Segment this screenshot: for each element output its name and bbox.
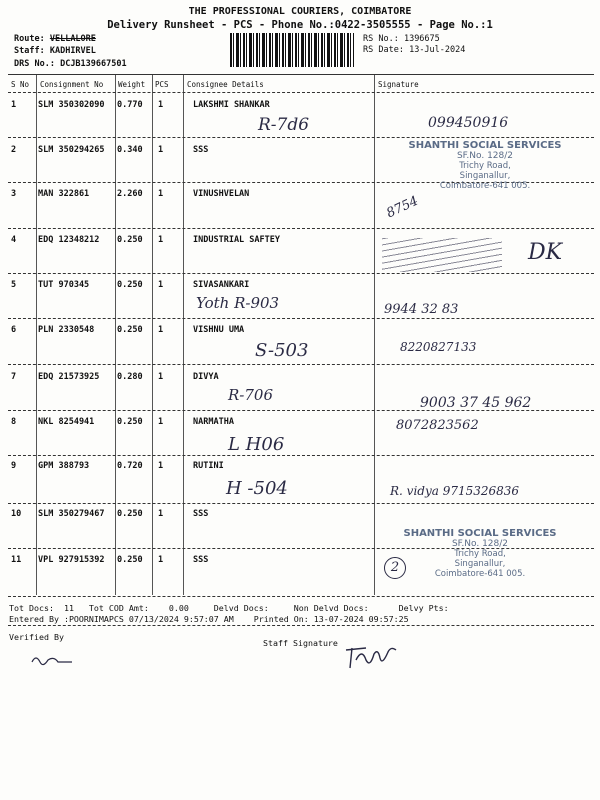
row-sno: 3 (11, 189, 17, 199)
row-pcs: 1 (158, 555, 164, 565)
row-weight: 0.250 (117, 509, 143, 519)
row-handwritten-note: R-7d6 (258, 115, 310, 135)
rs-date-value: 13-Jul-2024 (409, 45, 466, 55)
row-pcs: 1 (158, 280, 164, 290)
row-pcs: 1 (158, 372, 164, 382)
row-signature: 099450916 (428, 115, 509, 131)
staff-value: KADHIRVEL (49, 46, 96, 56)
rs-no-row (363, 34, 440, 44)
row-rule (8, 137, 594, 138)
row-pcs: 1 (158, 145, 164, 155)
col-divider-4 (183, 75, 184, 595)
col-divider-1 (36, 75, 37, 595)
row-handwritten-note: R-706 (228, 386, 273, 404)
verifier-signature-icon (28, 650, 78, 670)
col-header-consignee: Consignee Details (187, 80, 264, 89)
rs-date-row (363, 45, 465, 55)
row-handwritten-note: H -504 (226, 478, 288, 499)
row-consignment-no: MAN 322861 (38, 189, 90, 199)
route-row (14, 34, 96, 44)
rubber-stamp (400, 140, 570, 191)
col-header-weight: Weight (118, 80, 146, 89)
row-consignment-no: SLM 350279467 (38, 509, 105, 519)
row-sno: 7 (11, 372, 17, 382)
row-sno: 1 (11, 100, 17, 110)
row-signature: DK (528, 240, 563, 265)
row-pcs: 1 (158, 100, 164, 110)
row-handwritten-note: L H06 (228, 434, 285, 455)
row-rule (8, 596, 594, 597)
col-header-sno: S No (11, 80, 30, 89)
row-pcs: 1 (158, 461, 164, 471)
row-pcs: 1 (158, 417, 164, 427)
row-handwritten-note: S-503 (255, 340, 309, 361)
row-consignment-no: EDQ 21573925 (38, 372, 100, 382)
col-header-pcs: PCS (155, 80, 169, 89)
row-signature: 9003 37 45 962 (420, 395, 532, 411)
row-weight: 0.770 (117, 100, 143, 110)
col-divider-3 (152, 75, 153, 595)
row-weight: 2.260 (117, 189, 143, 199)
row-sno: 9 (11, 461, 17, 471)
row-consignee: INDUSTRIAL SAFTEY (193, 235, 280, 245)
rs-date-label: RS Date: (363, 45, 404, 55)
row-rule (8, 455, 594, 456)
row-signature: 9944 32 83 (384, 302, 459, 317)
runsheet-subtitle: Delivery Runsheet - PCS - Phone No.:0422-3505555 - Page No.:1 (107, 19, 493, 31)
row-weight: 0.250 (117, 235, 143, 245)
row-weight: 0.340 (117, 145, 143, 155)
rs-no-label: RS No.: (363, 34, 399, 44)
row-consignment-no: VPL 927915392 (38, 555, 105, 565)
stamp-line: Coimbatore-641 005. (439, 181, 531, 191)
row-sno: 4 (11, 235, 17, 245)
row-sno: 6 (11, 325, 17, 335)
row-weight: 0.720 (117, 461, 143, 471)
row-rule (8, 273, 594, 274)
col-divider-5 (374, 75, 375, 595)
row-rule (8, 410, 594, 411)
table-top-rule (8, 74, 594, 75)
row-rule (8, 503, 594, 504)
header-rule (8, 92, 594, 93)
row-consignee: LAKSHMI SHANKAR (193, 100, 270, 110)
row-weight: 0.250 (117, 280, 143, 290)
rubber-stamp (394, 528, 566, 579)
row-sno: 5 (11, 280, 17, 290)
row-pcs: 1 (158, 509, 164, 519)
row-consignment-no: SLM 350302090 (38, 100, 105, 110)
row-consignee: NARMATHA (193, 417, 234, 427)
row-weight: 0.250 (117, 417, 143, 427)
col-divider-2 (115, 75, 116, 595)
row-sno: 10 (11, 509, 22, 519)
row-sno: 2 (11, 145, 17, 155)
col-header-consignment: Consignment No (40, 80, 104, 89)
col-header-signature: Signature (378, 80, 419, 89)
row-consignment-no: NKL 8254941 (38, 417, 95, 427)
row-consignee: SSS (193, 145, 209, 155)
row-rule (8, 228, 594, 229)
row-signature: 8072823562 (396, 418, 479, 433)
stamp-name: SHANTHI SOCIAL SERVICES (408, 140, 562, 151)
row-consignee: SSS (193, 555, 209, 565)
stamp-line: SF.No. 128/2 (451, 539, 509, 549)
row-handwritten-note: Yoth R-903 (196, 294, 280, 312)
route-label: Route: (14, 34, 45, 44)
row-consignment-no: PLN 2330548 (38, 325, 95, 335)
stamp-line: SF.No. 128/2 (456, 151, 514, 161)
row-rule (8, 364, 594, 365)
row-consignee: DIVYA (193, 372, 219, 382)
row-rule (8, 318, 594, 319)
row-weight: 0.250 (117, 325, 143, 335)
drs-row (14, 59, 127, 69)
stamp-name: SHANTHI SOCIAL SERVICES (403, 528, 557, 539)
row-signature: 8220827133 (400, 340, 477, 354)
row-consignee: VINUSHVELAN (193, 189, 250, 199)
stamp-line: Singanallur, (459, 171, 511, 181)
staff-row (14, 46, 96, 56)
totals-line: Tot Docs: 11 Tot COD Amt: 0.00 Delvd Docs: Non Delvd Docs: Delvy Pts: (9, 603, 449, 613)
row-consignee: SSS (193, 509, 209, 519)
row-signature: R. vidya 9715326836 (390, 484, 520, 498)
row-consignment-no: GPM 388793 (38, 461, 90, 471)
entered-by-line: Entered By :POORNIMAPCS 07/13/2024 9:57:07 AM Printed On: 13-07-2024 09:57:25 (9, 614, 409, 624)
verified-by-label: Verified By (9, 632, 64, 642)
row-consignee: SIVASANKARI (193, 280, 250, 290)
staff-label: Staff: (14, 46, 45, 56)
row-consignment-no: SLM 350294265 (38, 145, 105, 155)
route-value: VELLALORE (49, 34, 96, 44)
row-weight: 0.280 (117, 372, 143, 382)
company-title: THE PROFESSIONAL COURIERS, COIMBATORE (188, 6, 412, 17)
barcode (230, 33, 354, 67)
row-consignee: RUTINI (193, 461, 224, 471)
row-consignment-no: EDQ 12348212 (38, 235, 100, 245)
drs-value: DCJB139667501 (60, 59, 127, 69)
rs-no-value: 1396675 (403, 34, 440, 44)
stamp-line: Trichy Road, (454, 549, 506, 559)
staff-signature-label: Staff Signature (263, 638, 338, 648)
row-sno: 8 (11, 417, 17, 427)
drs-label: DRS No.: (14, 59, 55, 69)
row-consignee: VISHNU UMA (193, 325, 245, 335)
stamp-line: Coimbatore-641 005. (434, 569, 526, 579)
row-signature: 2 (384, 557, 406, 579)
row-pcs: 1 (158, 235, 164, 245)
stamp-line: Trichy Road, (459, 161, 511, 171)
row-pcs: 1 (158, 189, 164, 199)
stamp-line: Singanallur, (454, 559, 506, 569)
row-sno: 11 (11, 555, 22, 565)
row-signature: 8754 (384, 193, 421, 222)
row-pcs: 1 (158, 325, 164, 335)
row-weight: 0.250 (117, 555, 143, 565)
scribbled-signature-icon (382, 238, 502, 272)
footer-rule (8, 625, 594, 626)
row-consignment-no: TUT 970345 (38, 280, 90, 290)
staff-signature-icon (342, 640, 402, 676)
